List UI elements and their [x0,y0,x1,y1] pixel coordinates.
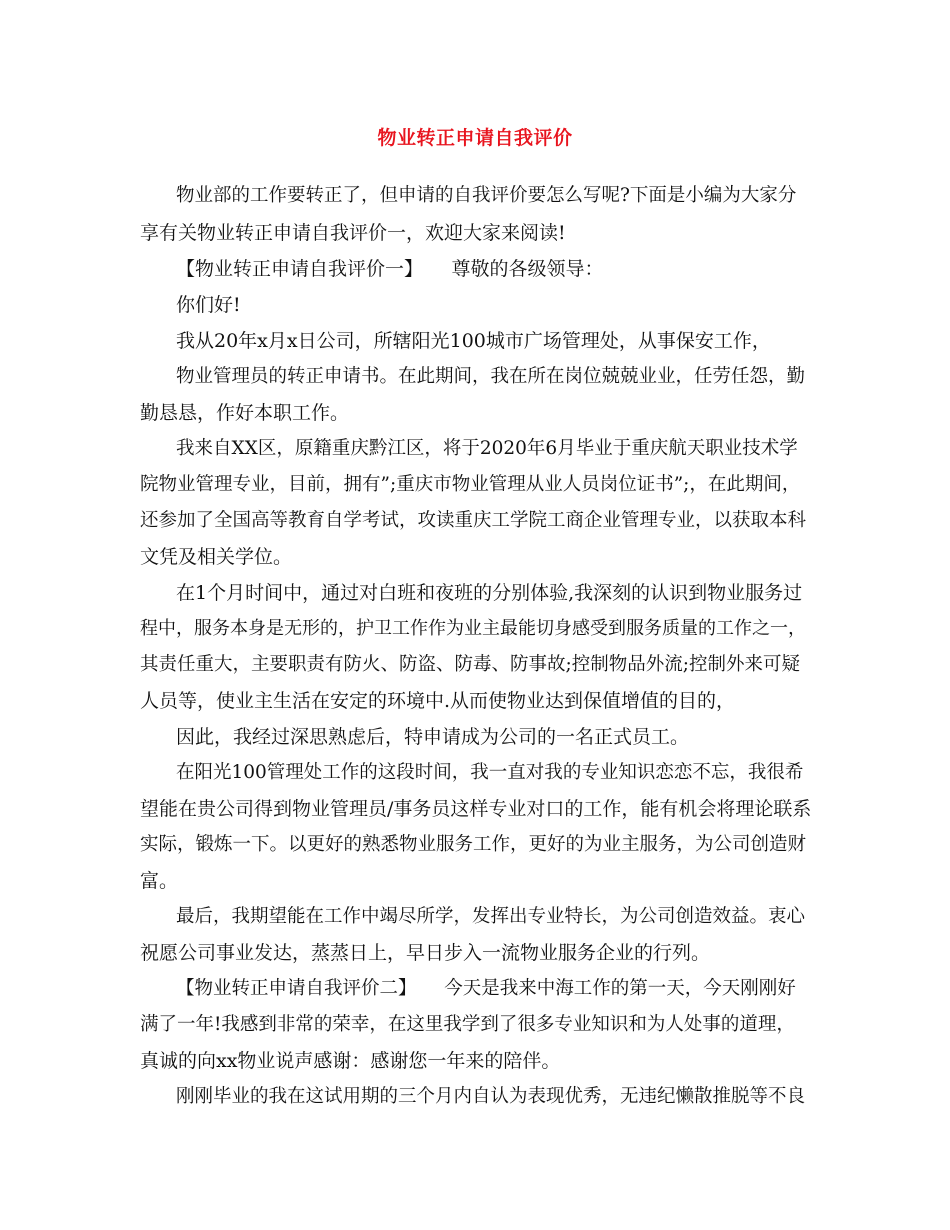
text-line: 文凭及相关学位。 [140,546,293,568]
text-line: 物业管理员的转正申请书。在此期间，我在所在岗位兢兢业业，任劳任怨，勤 [176,366,806,387]
text-line: 【物业转正申请自我评价二】 今天是我来中海工作的第一天，今天刚刚好 [176,978,796,999]
text-line: 望能在贵公司得到物业管理员/事务员这样专业对口的工作，能有机会将理论联系 [140,798,812,820]
document-title: 物业转正申请自我评价 [377,127,573,149]
text-line: 物业部的工作要转正了，但申请的自我评价要怎么写呢?下面是小编为大家分 [176,185,797,206]
text-line: 我来自XX区，原籍重庆黔江区，将于2020年6月毕业于重庆航天职业技术学 [176,438,798,459]
text-line: 勤恳恳，作好本职工作。 [140,402,350,424]
text-line: 你们好! [176,294,241,316]
text-line: 我从20年x月x日公司，所辖阳光100城市广场管理处，从事保安工作， [176,330,771,352]
text-line: 祝愿公司事业发达，蒸蒸日上，早日步入一流物业服务企业的行列。 [140,942,711,964]
text-line: 在1个月时间中，通过对白班和夜班的分别体验,我深刻的认识到物业服务过 [176,582,803,604]
text-line: 还参加了全国高等教育自学考试，攻读重庆工学院工商企业管理专业，以获取本科 [140,510,807,531]
text-line: 享有关物业转正申请自我评价一，欢迎大家来阅读! [140,222,566,244]
text-line: 刚刚毕业的我在这试用期的三个月内自认为表现优秀，无违纪懒散推脱等不良 [176,1086,806,1107]
text-line: 程中，服务本身是无形的，护卫工作作为业主最能切身感受到服务质量的工作之一， [140,618,806,639]
text-line: 实际，锻炼一下。以更好的熟悉物业服务工作，更好的为业主服务，为公司创造财 [140,834,807,855]
text-line: 最后，我期望能在工作中竭尽所学，发挥出专业特长，为公司创造效益。衷心 [176,906,806,927]
text-line: 真诚的向xx物业说声感谢：感谢您一年来的陪伴。 [140,1050,561,1072]
text-line: 在阳光100管理处工作的这段时间，我一直对我的专业知识恋恋不忘，我很希 [176,762,804,783]
text-line: 因此，我经过深思熟虑后，特申请成为公司的一名正式员工。 [176,726,690,748]
text-line: 富。 [140,870,179,892]
text-line: 其责任重大，主要职责有防火、防盗、防毒、防事故;控制物品外流;控制外来可疑 [140,654,800,675]
text-line: 院物业管理专业，目前，拥有”;重庆市物业管理从业人员岗位证书”;，在此期间， [140,474,801,495]
text-line: 人员等，使业主生活在安定的环境中.从而使物业达到保值增值的目的， [140,690,736,712]
text-line: 【物业转正申请自我评价一】 尊敬的各级领导： [176,258,604,280]
text-line: 满了一年!我感到非常的荣幸，在这里我学到了很多专业知识和为人处事的道理， [140,1014,795,1035]
